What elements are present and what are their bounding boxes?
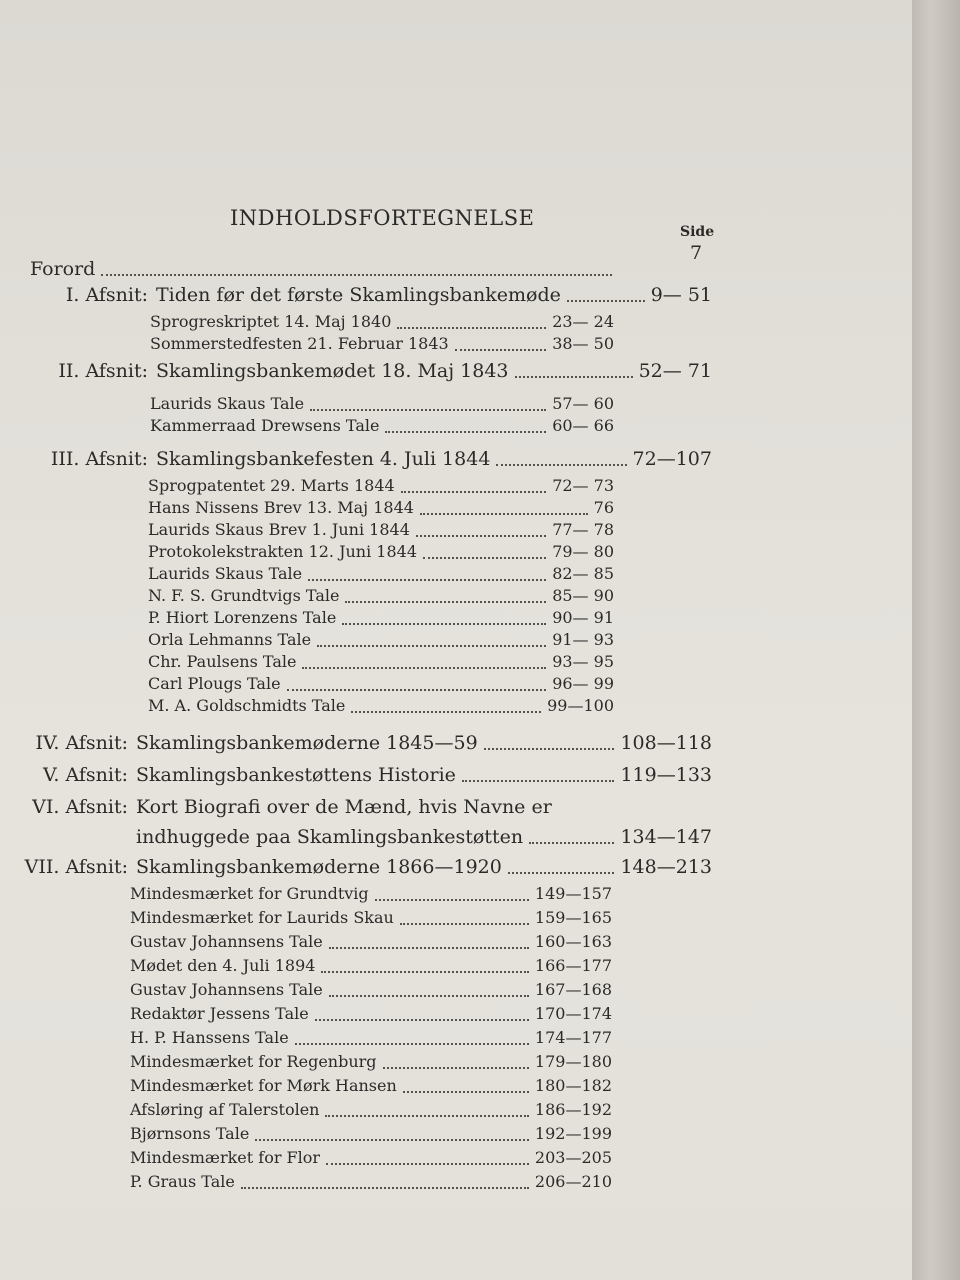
page-range: 79— 80 — [552, 542, 614, 561]
page-edge — [912, 0, 960, 1280]
page-range: 174—177 — [534, 1028, 612, 1047]
entry-title: Protokolekstrakten 12. Juni 1844 — [148, 542, 418, 561]
leader-dots — [315, 1019, 529, 1021]
page-range: 96— 99 — [552, 674, 614, 693]
section-entry — [20, 732, 712, 754]
leader-dots — [302, 667, 546, 669]
section-label: I. Afsnit: — [65, 284, 148, 306]
leader-dots — [416, 535, 546, 537]
leader-dots — [455, 349, 546, 351]
entry-title: Skamlingsbankestøttens Historie — [136, 764, 456, 786]
leader-dots — [326, 1163, 529, 1165]
leader-dots — [529, 842, 614, 844]
subentry — [130, 932, 612, 951]
leader-dots — [101, 274, 612, 276]
entry-title: Mindesmærket for Flor — [130, 1148, 321, 1167]
entry-title: Hans Nissens Brev 13. Maj 1844 — [148, 498, 414, 517]
subentry — [148, 674, 614, 693]
entry-title: Bjørnsons Tale — [130, 1124, 250, 1143]
page-range: 179—180 — [534, 1052, 612, 1071]
side-column-label: Side — [680, 224, 715, 240]
leader-dots — [345, 601, 546, 603]
entry-title: Sprogpatentet 29. Marts 1844 — [148, 476, 395, 495]
entry-title: Mindesmærket for Grundtvig — [130, 884, 369, 903]
leader-dots — [403, 1091, 529, 1093]
page-range: 77— 78 — [552, 520, 614, 539]
leader-dots — [375, 899, 529, 901]
entry-title: Mindesmærket for Mørk Hansen — [130, 1076, 397, 1095]
entry-title: N. F. S. Grundtvigs Tale — [148, 586, 340, 605]
subentry — [130, 1124, 612, 1143]
leader-dots — [295, 1043, 529, 1045]
page-range: 57— 60 — [552, 394, 614, 413]
leader-dots — [400, 923, 529, 925]
leader-dots — [567, 300, 645, 302]
entry-title: indhuggede paa Skamlingsbankestøtten — [136, 826, 524, 848]
page-range: 166—177 — [534, 956, 612, 975]
page-range: 60— 66 — [552, 416, 614, 435]
leader-dots — [241, 1187, 529, 1189]
subentry — [130, 884, 612, 903]
leader-dots — [515, 376, 633, 378]
entry-title: Tiden før det første Skamlingsbankemøde — [156, 284, 561, 306]
section-entry — [30, 448, 712, 470]
subentry — [130, 1028, 612, 1047]
leader-dots — [401, 491, 547, 493]
page-range: 90— 91 — [552, 608, 614, 627]
page-range: 180—182 — [534, 1076, 612, 1095]
page-range: 9— 51 — [650, 284, 712, 306]
section-entry — [30, 360, 712, 382]
subentry — [148, 542, 614, 561]
leader-dots — [484, 748, 615, 750]
entry-title: Skamlingsbankemøderne 1866—1920 — [136, 856, 502, 878]
subentry — [130, 1100, 612, 1119]
page-range: 167—168 — [534, 980, 612, 999]
page-range: 108—118 — [620, 732, 712, 754]
subentry — [150, 416, 614, 435]
leader-dots — [385, 431, 546, 433]
page-range: 91— 93 — [552, 630, 614, 649]
subentry — [148, 630, 614, 649]
section-label: VI. Afsnit: — [32, 796, 128, 818]
page-range: 149—157 — [534, 884, 612, 903]
section-entry — [20, 856, 712, 878]
entry-title: Orla Lehmanns Tale — [148, 630, 312, 649]
subentry — [148, 564, 614, 583]
leader-dots — [287, 689, 547, 691]
entry-title: Sommerstedfesten 21. Februar 1843 — [150, 334, 449, 353]
subentry — [148, 586, 614, 605]
forord-entry — [30, 258, 712, 280]
subentry — [148, 696, 614, 715]
forord-page: 7 — [690, 242, 703, 264]
entry-title: Skamlingsbankemøderne 1845—59 — [136, 732, 478, 754]
leader-dots — [325, 1115, 528, 1117]
entry-title: Gustav Johannsens Tale — [130, 932, 323, 951]
section-entry — [30, 284, 712, 306]
subentry — [130, 1004, 612, 1023]
subentry — [150, 312, 614, 331]
subentry — [130, 956, 612, 975]
entry-title: Laurids Skaus Tale — [148, 564, 303, 583]
entry-title: Mindesmærket for Laurids Skau — [130, 908, 394, 927]
subentry — [148, 608, 614, 627]
subentry — [148, 520, 614, 539]
entry-title: P. Hiort Lorenzens Tale — [148, 608, 337, 627]
section-label: IV. Afsnit: — [35, 732, 128, 754]
entry-title: Mødet den 4. Juli 1894 — [130, 956, 316, 975]
page-range: 52— 71 — [638, 360, 712, 382]
subentry — [130, 980, 612, 999]
page-range: 203—205 — [534, 1148, 612, 1167]
leader-dots — [423, 557, 546, 559]
subentry — [148, 476, 614, 495]
section-label: II. Afsnit: — [58, 360, 148, 382]
page-range: 148—213 — [620, 856, 712, 878]
subentry — [148, 652, 614, 671]
entry-title: Sprogreskriptet 14. Maj 1840 — [150, 312, 392, 331]
entry-title: Mindesmærket for Regenburg — [130, 1052, 377, 1071]
leader-dots — [397, 327, 546, 329]
subentry — [130, 1076, 612, 1095]
section-label: III. Afsnit: — [50, 448, 148, 470]
entry-title: M. A. Goldschmidts Tale — [148, 696, 346, 715]
entry-title: Skamlingsbankefesten 4. Juli 1844 — [156, 448, 491, 470]
page-range: 82— 85 — [552, 564, 614, 583]
entry-title: Afsløring af Talerstolen — [130, 1100, 320, 1119]
subentry — [150, 394, 614, 413]
page-range: 119—133 — [620, 764, 712, 786]
leader-dots — [310, 409, 546, 411]
leader-dots — [329, 995, 529, 997]
page-range: 186—192 — [534, 1100, 612, 1119]
section-label: V. Afsnit: — [43, 764, 128, 786]
leader-dots — [342, 623, 546, 625]
page-range: 159—165 — [534, 908, 612, 927]
entry-title: Redaktør Jessens Tale — [130, 1004, 309, 1023]
entry-title: Gustav Johannsens Tale — [130, 980, 323, 999]
page-title: INDHOLDSFORTEGNELSE — [230, 206, 535, 230]
entry-title: Laurids Skaus Tale — [150, 394, 305, 413]
subentry — [130, 908, 612, 927]
entry-title: H. P. Hanssens Tale — [130, 1028, 289, 1047]
page-range: 38— 50 — [552, 334, 614, 353]
leader-dots — [317, 645, 546, 647]
subentry — [130, 1172, 612, 1191]
leader-dots — [508, 872, 615, 874]
subentry — [130, 1052, 612, 1071]
page-range: 93— 95 — [552, 652, 614, 671]
page-range: 134—147 — [620, 826, 712, 848]
section-entry — [20, 764, 712, 786]
page-range: 206—210 — [534, 1172, 612, 1191]
entry-title: Kort Biografi over de Mænd, hvis Navne er — [136, 796, 552, 818]
page-range: 76 — [593, 498, 614, 517]
entry-title: Chr. Paulsens Tale — [148, 652, 297, 671]
entry-title: Skamlingsbankemødet 18. Maj 1843 — [156, 360, 509, 382]
section-entry-cont — [20, 826, 712, 848]
page-range: 99—100 — [547, 696, 614, 715]
page-range: 160—163 — [534, 932, 612, 951]
subentry — [130, 1148, 612, 1167]
page-range: 23— 24 — [552, 312, 614, 331]
section-entry — [20, 796, 712, 818]
section-label: VII. Afsnit: — [24, 856, 128, 878]
entry-title: Forord — [30, 258, 96, 280]
page-range: 85— 90 — [552, 586, 614, 605]
page-range: 72—107 — [632, 448, 712, 470]
leader-dots — [351, 711, 541, 713]
subentry — [150, 334, 614, 353]
leader-dots — [496, 464, 626, 466]
page-range: 72— 73 — [552, 476, 614, 495]
subentry — [148, 498, 614, 517]
entry-title: P. Graus Tale — [130, 1172, 235, 1191]
entry-title: Laurids Skaus Brev 1. Juni 1844 — [148, 520, 410, 539]
page-range: 170—174 — [534, 1004, 612, 1023]
page-range: 192—199 — [534, 1124, 612, 1143]
leader-dots — [321, 971, 528, 973]
entry-title: Carl Plougs Tale — [148, 674, 281, 693]
entry-title: Kammerraad Drewsens Tale — [150, 416, 380, 435]
leader-dots — [420, 513, 588, 515]
leader-dots — [383, 1067, 529, 1069]
leader-dots — [308, 579, 546, 581]
leader-dots — [462, 780, 615, 782]
leader-dots — [255, 1139, 529, 1141]
leader-dots — [329, 947, 529, 949]
